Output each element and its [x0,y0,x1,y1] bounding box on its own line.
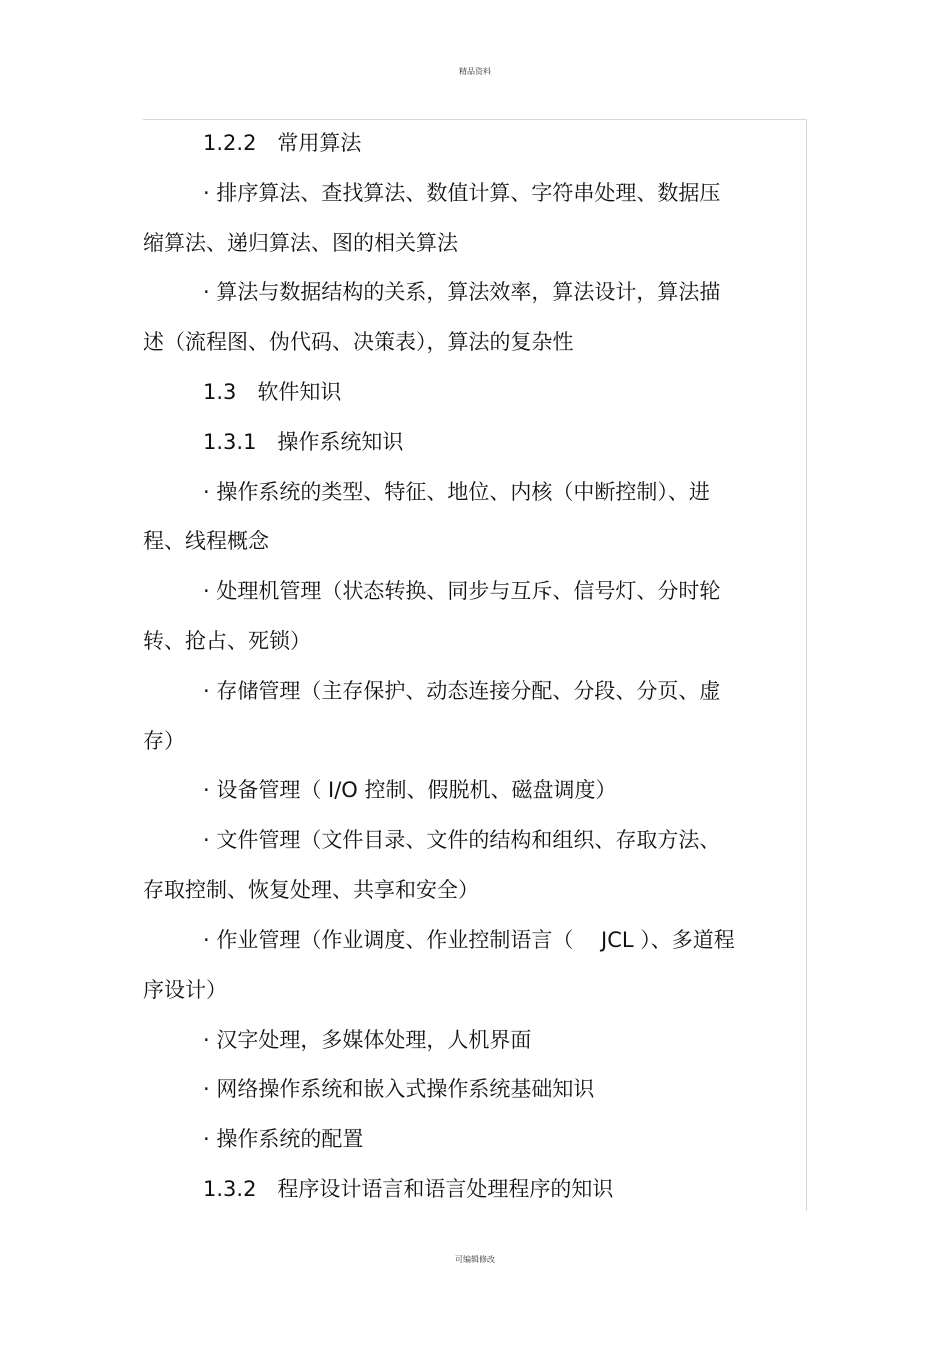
list-item-continuation: 程、线程概念 [143,529,269,553]
list-item: · 处理机管理（状态转换、同步与互斥、信号灯、分时轮 [203,579,721,603]
list-item: · 算法与数据结构的关系，算法效率，算法设计，算法描 [203,280,721,304]
list-item: · 排序算法、查找算法、数值计算、字符串处理、数据压 [203,181,721,205]
list-item-continuation: 述（流程图、伪代码、决策表），算法的复杂性 [143,330,574,354]
list-item-continuation: 序设计） [143,978,227,1002]
list-item: · 作业管理（作业调度、作业控制语言（ JCL ）、多道程 [203,928,735,952]
page-footer: 可编辑修改 [455,1255,495,1264]
list-item: · 网络操作系统和嵌入式操作系统基础知识 [203,1077,595,1101]
section-heading: 1.2.2 常用算法 [203,131,362,155]
list-item: · 设备管理（ I/O 控制、假脱机、磁盘调度） [203,778,617,802]
section-heading: 1.3.1 操作系统知识 [203,430,404,454]
section-heading: 1.3 软件知识 [203,380,342,404]
page-header: 精品资料 [459,67,491,76]
list-item: · 文件管理（文件目录、文件的结构和组织、存取方法、 [203,828,721,852]
list-item-continuation: 缩算法、递归算法、图的相关算法 [143,231,458,255]
list-item: · 操作系统的配置 [203,1127,364,1151]
list-item-continuation: 存取控制、恢复处理、共享和安全） [143,878,479,902]
list-item-continuation: 转、抢占、死锁） [143,629,311,653]
list-item-continuation: 存） [143,729,185,753]
list-item: · 存储管理（主存保护、动态连接分配、分段、分页、虚 [203,679,721,703]
list-item: · 汉字处理，多媒体处理，人机界面 [203,1028,532,1052]
section-heading: 1.3.2 程序设计语言和语言处理程序的知识 [203,1177,614,1201]
list-item: · 操作系统的类型、特征、地位、内核（中断控制）、进 [203,480,710,504]
